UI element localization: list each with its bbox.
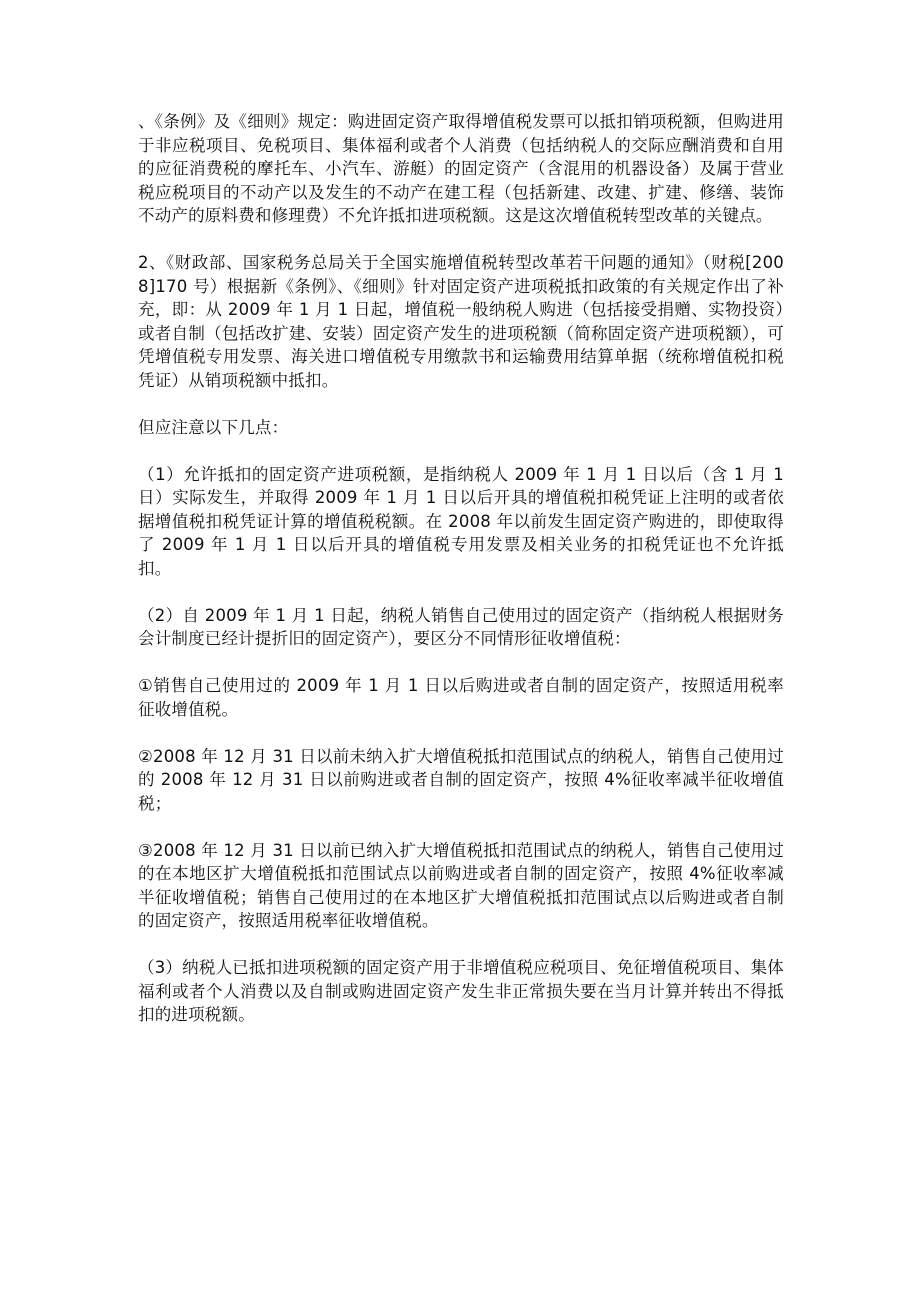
paragraph-point-2-item-3: ③2008 年 12 月 31 日以前已纳入扩大增值税抵扣范围试点的纳税人，销售自己使用过的在本地区扩大增值税抵扣范围试点以前购进或者自制的固定资产，按照 4%征收率减半征收增值税；销售自己使用过的在本地区扩大增值税抵扣范围试点以后购进或者自制的固定资产，按照适用税率征收增值税。 (138, 840, 784, 930)
paragraph-point-3: （3）纳税人已抵扣进项税额的固定资产用于非增值税应税项目、免征增值税项目、集体福利或者个人消费以及自制或购进固定资产发生非正常损失要在当月计算并转出不得抵扣的进项税额。 (138, 958, 784, 1024)
paragraph-point-2: （2）自 2009 年 1 月 1 日起，纳税人销售自己使用过的固定资产（指纳税人根据财务会计制度已经计提折旧的固定资产），要区分不同情形征收增值税： (138, 605, 784, 648)
paragraph-notes-intro: 但应注意以下几点： (138, 417, 289, 437)
document-body (138, 110, 784, 1050)
paragraph-notice-170: 2、《财政部、国家税务总局关于全国实施增值税转型改革若干问题的通知》（财税[2008]170 号）根据新《条例》、《细则》针对固定资产进项税抵扣政策的有关规定作出了补充，即：从 2009 年 1 月 1 日起，增值税一般纳税人购进（包括接受捐赠、实物投资）或者自制（包括改扩建、安装）固定资产发生的进项税额（简称固定资产进项税额），可凭增值税专用发票、海关进口增值税专用缴款书和运输费用结算单据（统称增值税扣税凭证）从销项税额中抵扣。 (138, 253, 784, 390)
paragraph-point-2-item-2: ②2008 年 12 月 31 日以前未纳入扩大增值税抵扣范围试点的纳税人，销售自己使用过的 2008 年 12 月 31 日以前购进或者自制的固定资产，按照 4%征收率减半征收增值税； (138, 746, 784, 813)
paragraph-point-2-item-1: ①销售自己使用过的 2009 年 1 月 1 日以后购进或者自制的固定资产，按照适用税率征收增值税。 (138, 676, 784, 719)
paragraph-point-1: （1）允许抵扣的固定资产进项税额，是指纳税人 2009 年 1 月 1 日以后（含 1 月 1 日）实际发生，并取得 2009 年 1 月 1 日以后开具的增值税扣税凭证上注明的或者依据增值税扣税凭证计算的增值税税额。在 2008 年以前发生固定资产购进的，即使取得了 2009 年 1 月 1 日以后开具的增值税专用发票及相关业务的扣税凭证也不允许抵扣。 (138, 464, 784, 578)
paragraph-regulations: 、《条例》及《细则》规定：购进固定资产取得增值税发票可以抵扣销项税额，但购进用于非应税项目、免税项目、集体福利或者个人消费（包括纳税人的交际应酬消费和自用的应征消费税的摩托车、小汽车、游艇）的固定资产（含混用的机器设备）及属于营业税应税项目的不动产以及发生的不动产在建工程（包括新建、改建、扩建、修缮、装饰不动产的原料费和修理费）不允许抵扣进项税额。这是这次增值税转型改革的关键点。 (138, 112, 784, 225)
